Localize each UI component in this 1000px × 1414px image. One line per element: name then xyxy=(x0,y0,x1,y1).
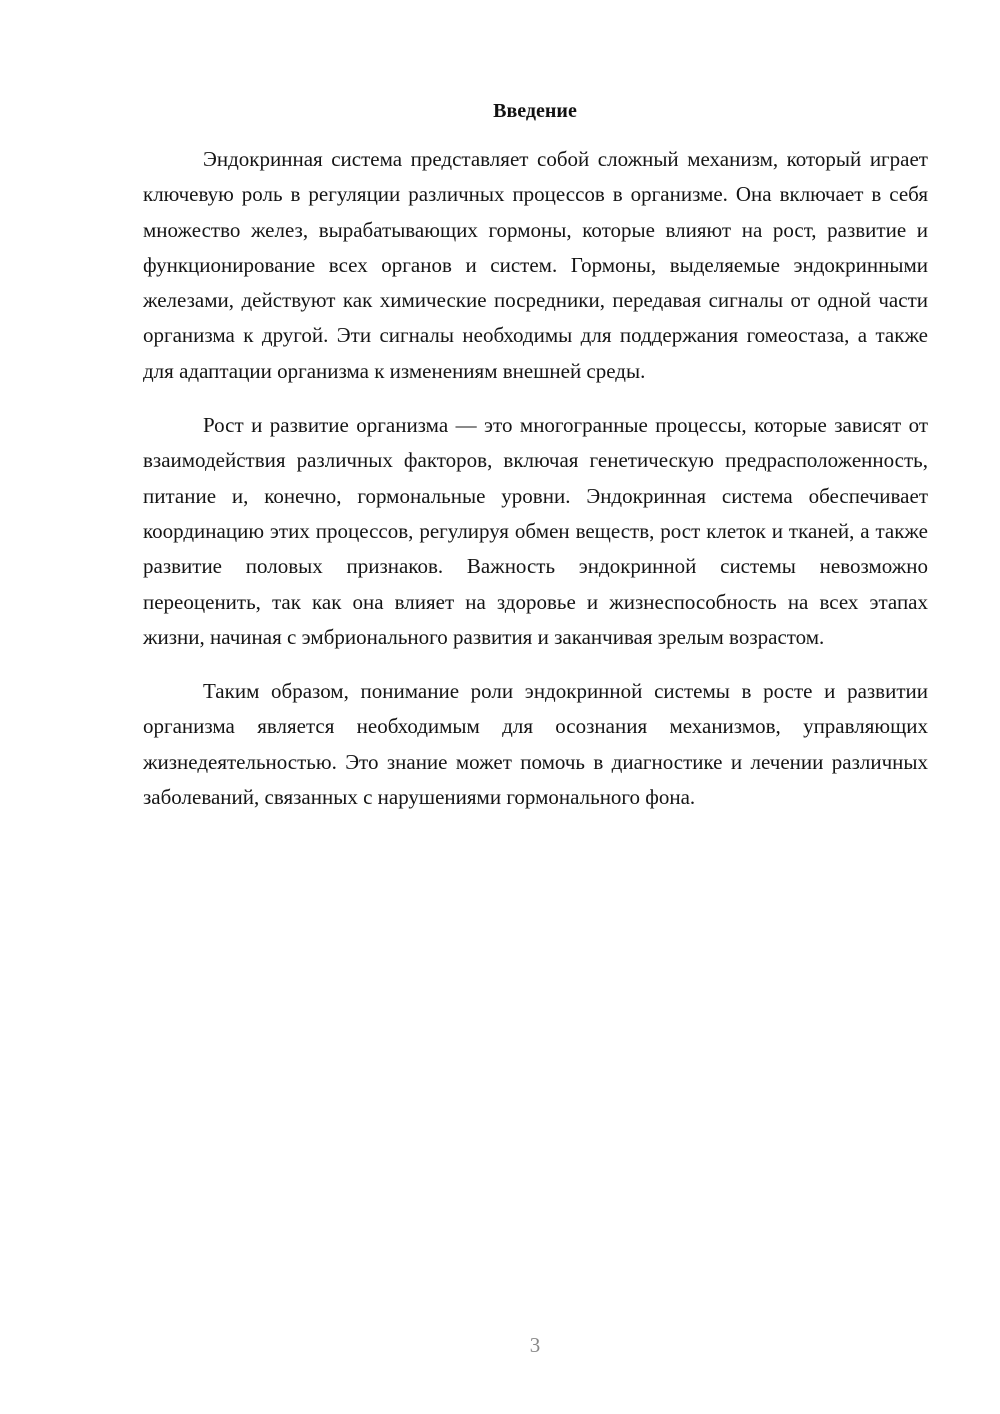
paragraph-growth: Рост и развитие организма — это многогранные процессы, которые зависят от взаимодействия различных факторов, включая генетическую предрасположенность, питание и, конечно, гормональные уровни. Эндокринная система обеспечивает координацию этих процессов, регулируя обмен веществ, рост клеток и тканей, а также развитие половых признаков. Важность эндокринной системы невозможно переоценить, так как она влияет на здоровье и жизнеспособность на всех этапах жизни, начиная с эмбрионального развития и заканчивая зрелым возрастом. xyxy=(143,413,928,649)
paragraph-conclusion: Таким образом, понимание роли эндокринной системы в росте и развитии организма является необходимым для осознания механизмов, управляющих жизнедеятельностью. Это знание может помочь в диагностике и лечении различных заболеваний, связанных с нарушениями гормонального фона. xyxy=(143,679,928,810)
document-body xyxy=(143,142,928,834)
paragraph-intro: Эндокринная система представляет собой сложный механизм, который играет ключевую роль в регуляции различных процессов в организме. Она включает в себя множество желез, вырабатывающих гормоны, которые влияют на рост, развитие и функционирование всех органов и систем. Гормоны, выделяемые эндокринными железами, действуют как химические посредники, передавая сигналы от одной части организма к другой. Эти сигналы необходимы для поддержания гомеостаза, а также для адаптации организма к изменениям внешней среды. xyxy=(143,147,928,383)
page-title: Введение xyxy=(493,100,577,122)
page-number: 3 xyxy=(529,1333,541,1357)
